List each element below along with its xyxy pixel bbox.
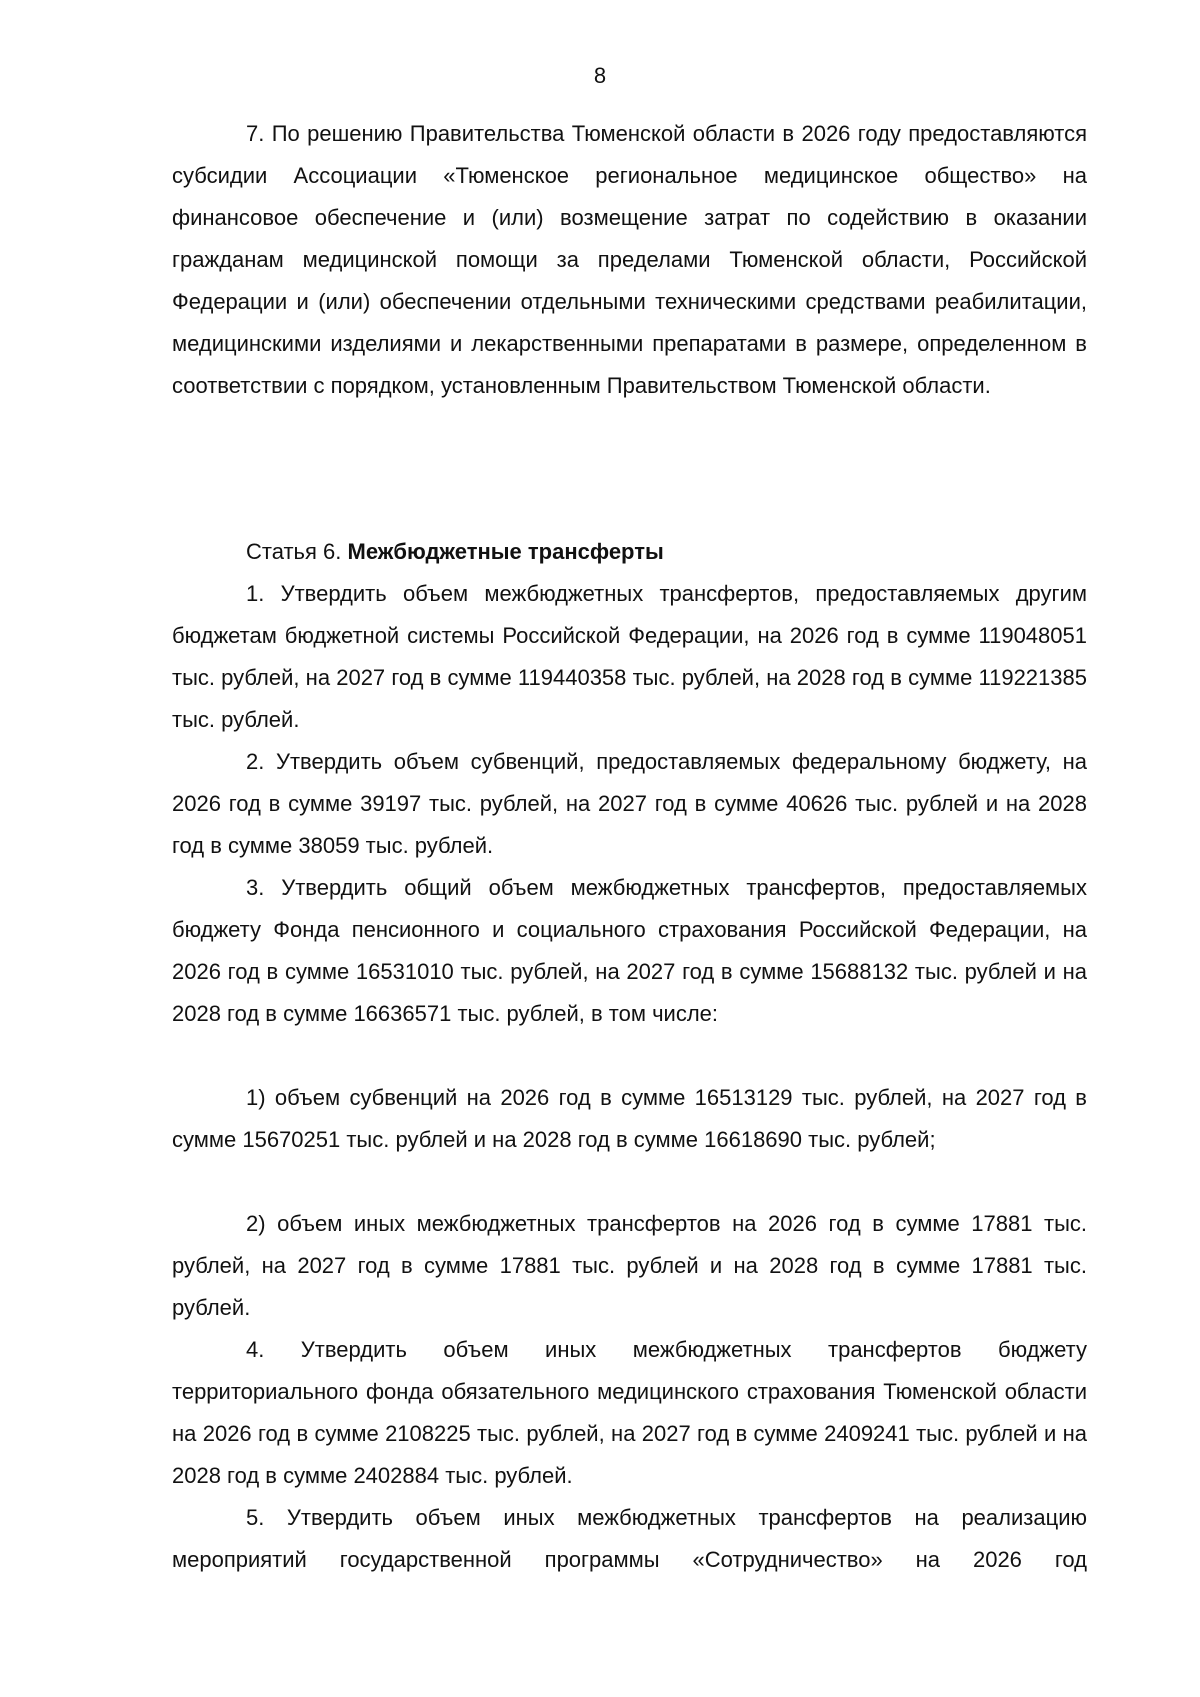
article-item-2: 2. Утвердить объем субвенций, предоставляемых федеральному бюджету, на 2026 год в сумме 39197 тыс. рублей, на 2027 год в сумме 40626 тыс. рублей и на 2028 год в сумме 38059 тыс. рублей. <box>172 749 1087 858</box>
article-item-5: 5. Утвердить объем иных межбюджетных трансфертов на реализацию мероприятий государственной программы «Сотрудничество» на 2026 год <box>172 1505 1087 1572</box>
paragraph-7: 7. По решению Правительства Тюменской области в 2026 году предоставляются субсидии Ассоциации «Тюменское региональное медицинское общество» на финансовое обеспечение и (или) возмещение затрат по содействию в оказании гражданам медицинской помощи за пределами Тюменской области, Российской Федерации и (или) обеспечении отдельными техническими средствами реабилитации, медицинскими изделиями и лекарственными препаратами в размере, определенном в соответствии с порядком, установленным Правительством Тюменской области. <box>172 121 1087 398</box>
article-item-3: 3. Утвердить общий объем межбюджетных трансфертов, предоставляемых бюджету Фонда пенсионного и социального страхования Российской Федерации, на 2026 год в сумме 16531010 тыс. рублей, на 2027 год в сумме 15688132 тыс. рублей и на 2028 год в сумме 16636571 тыс. рублей, в том числе: <box>172 875 1087 1026</box>
article-item-3-sub-1: 1) объем субвенций на 2026 год в сумме 16513129 тыс. рублей, на 2027 год в сумме 15670251 тыс. рублей и на 2028 год в сумме 16618690 тыс. рублей; <box>172 1085 1087 1152</box>
article-label: Статья 6. <box>246 539 342 564</box>
article-title: Межбюджетные трансферты <box>347 539 664 564</box>
article-item-1: 1. Утвердить объем межбюджетных трансфертов, предоставляемых другим бюджетам бюджетной системы Российской Федерации, на 2026 год в сумме 119048051 тыс. рублей, на 2027 год в сумме 119440358 тыс. рублей, на 2028 год в сумме 119221385 тыс. рублей. <box>172 581 1087 732</box>
page-number: 8 <box>593 63 607 88</box>
article-item-3-sub-2: 2) объем иных межбюджетных трансфертов на 2026 год в сумме 17881 тыс. рублей, на 2027 год в сумме 17881 тыс. рублей и на 2028 год в сумме 17881 тыс. рублей. <box>172 1211 1087 1320</box>
article-heading <box>246 531 664 573</box>
article-item-4: 4. Утвердить объем иных межбюджетных трансфертов бюджету территориального фонда обязательного медицинского страхования Тюменской области на 2026 год в сумме 2108225 тыс. рублей, на 2027 год в сумме 2409241 тыс. рублей и на 2028 год в сумме 2402884 тыс. рублей. <box>172 1337 1087 1488</box>
